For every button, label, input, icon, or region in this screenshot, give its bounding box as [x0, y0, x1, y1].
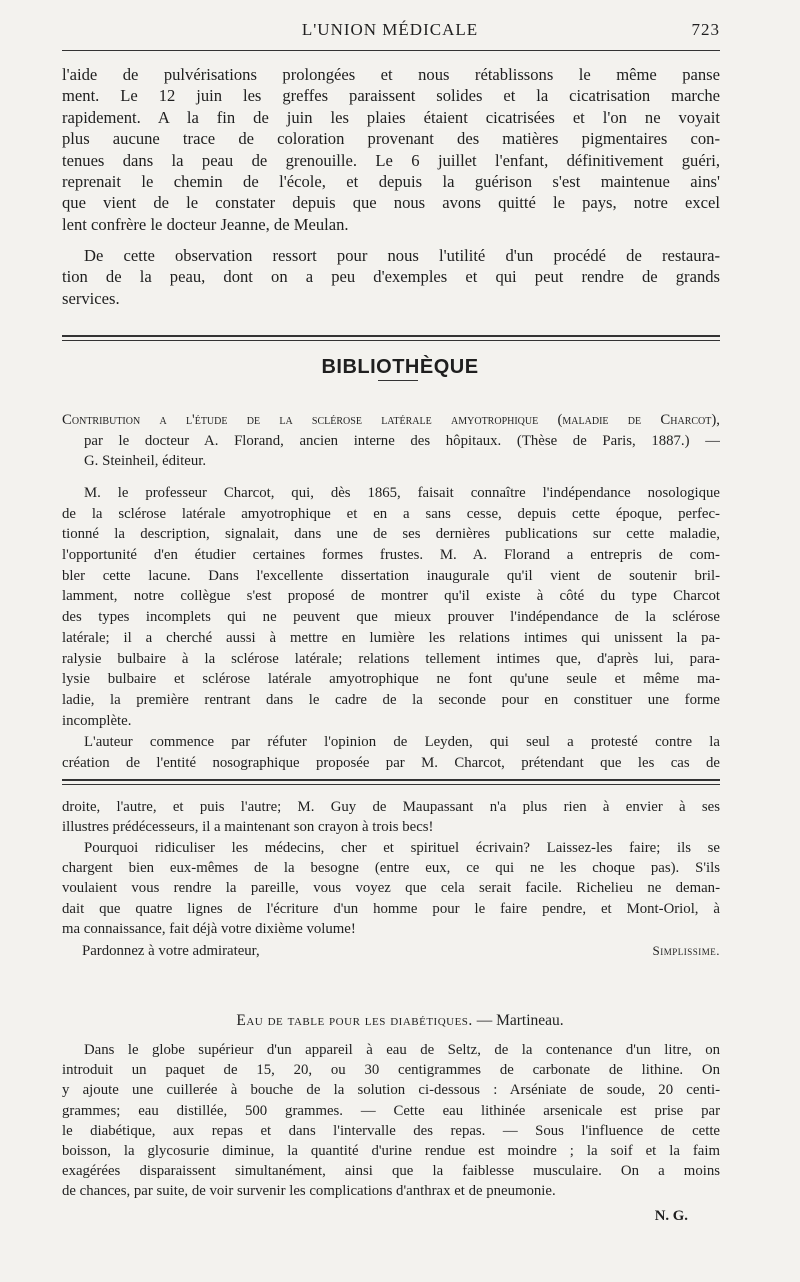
- book-reference: [62, 410, 720, 472]
- reference-line: Contribution a l'étude de la sclérose latérale amyotrophique (maladie de Charcot),: [62, 412, 720, 428]
- text-line: tenues dans la peau de grenouille. Le 6 juillet l'enfant, définitivement guéri,: [62, 150, 720, 170]
- text-line: introduit un paquet de 15, 20, ou 30 centigrammes de carbonate de lithine. On: [62, 1062, 720, 1079]
- text-line: des types incomplets qui ne peuvent que mieux prouver l'indépendance de la sclérose: [62, 609, 720, 626]
- text-line: le diabétique, aux repas et dans l'intervalle des repas. — Sous l'influence de cette: [62, 1122, 720, 1139]
- text-line: services.: [62, 288, 120, 308]
- text-line: tion de la peau, dont on a peu d'exemples et qui peut rendre de grands: [62, 267, 720, 287]
- conclusion-paragraph: [62, 245, 720, 309]
- text-line: l'aide de pulvérisations prolongées et nous rétablissons le même panse: [62, 65, 720, 84]
- letter-paragraph-1: [62, 797, 720, 837]
- article-heading: [0, 1012, 800, 1030]
- text-line: bler cette lacune. Dans l'excellente dissertation inaugurale qu'il vient de soutenir bril-: [62, 567, 720, 584]
- text-line: dait que quatre lignes de l'écriture d'un homme pour le faire pendre, et Mont-Oriol, à: [62, 900, 720, 917]
- review-paragraph-1: [62, 483, 720, 731]
- journal-title: L'UNION MÉDICALE: [301, 20, 479, 39]
- review-paragraph-2: [62, 732, 720, 773]
- text-line: lysie bulbaire et sclérose latérale amyotrophique ne font qu'une seule et même ma-: [62, 671, 720, 688]
- text-line: boisson, la glycosurie diminue, la quantité d'urine rendue est moindre ; la soif et la faim: [62, 1142, 720, 1159]
- text-line: création de l'entité nosographique proposée par M. Charcot, prétendant que les cas de: [62, 754, 720, 771]
- text-line: Pourquoi ridiculiser les médecins, cher et spirituel écrivain? Laissez-les faire; ils se: [84, 840, 720, 856]
- article-heading-title: Eau de table pour les diabétiques.: [236, 1012, 473, 1029]
- text-line: ralysie bulbaire à la sclérose latérale; relations tellement intimes que, d'après lui, para-: [62, 650, 720, 667]
- letter-paragraph-2: [62, 838, 720, 939]
- text-line: rapidement. A la fin de juin les plaies étaient cicatrisées et l'on ne voyait: [62, 107, 720, 127]
- article-heading-author: — Martineau.: [476, 1012, 564, 1029]
- author-initials: N. G.: [654, 1208, 688, 1224]
- header-rule: [62, 50, 720, 51]
- title-underline: [378, 380, 418, 381]
- text-line: exagérées disparaissent simultanément, ainsi que la faiblesse musculaire. On a moins: [62, 1163, 720, 1180]
- signoff-signature: Simplissime.: [652, 943, 720, 958]
- article-body: [62, 1040, 720, 1202]
- text-line: lent confrère le docteur Jeanne, de Meulan.: [62, 214, 349, 234]
- section-rule-bottom: [62, 340, 720, 341]
- text-line: tionné la description, signalait, dans une de ses dernières publications sur cette maladie,: [62, 526, 720, 543]
- text-line: Dans le globe supérieur d'un appareil à eau de Seltz, de la contenance d'un litre, on: [84, 1042, 720, 1058]
- section-title: BIBLIOTHÈQUE: [321, 356, 479, 378]
- text-line: reprenait le chemin de l'école, et depuis la guérison s'est maintenue ains': [62, 171, 720, 191]
- text-line: ma connaissance, fait déjà votre dixième volume!: [62, 920, 356, 937]
- text-line: plus aucune trace de coloration provenant des matières pigmentaires con-: [62, 129, 720, 149]
- text-line: latérale; il a cherché aussi à mettre en lumière les relations intimes qui unissent la pa-: [62, 629, 720, 646]
- text-line: incomplète.: [62, 712, 132, 729]
- text-line: grammes; eau distillée, 500 grammes. — Cette eau lithinée arsenicale est prise par: [62, 1102, 720, 1119]
- reference-line: par le docteur A. Florand, ancien interne des hôpitaux. (Thèse de Paris, 1887.) —: [84, 432, 720, 449]
- text-line: L'auteur commence par réfuter l'opinion de Leyden, qui seul a protesté contre la: [84, 734, 720, 750]
- text-line: que vient de le constater depuis que nous avons quitté le pays, notre excel: [62, 193, 720, 213]
- text-line: droite, l'autre, et puis l'autre; M. Guy de Maupassant n'a plus rien à envier à ses: [62, 799, 720, 815]
- intro-paragraph: [62, 64, 720, 235]
- text-line: y ajoute une cuillerée à bouche de la solution ci-dessous : Arséniate de soude, 20 centi-: [62, 1082, 720, 1099]
- text-line: M. le professeur Charcot, qui, dès 1865, faisait connaître l'indépendance nosologique: [84, 485, 720, 501]
- text-line: lamment, notre collègue s'est proposé de montrer qu'il existe à côté du type Charcot: [62, 588, 720, 605]
- signoff-salutation: Pardonnez à votre admirateur,: [82, 943, 260, 959]
- text-line: illustres prédécesseurs, il a maintenant son crayon à trois becs!: [62, 819, 434, 836]
- text-line: ment. Le 12 juin les greffes paraissent solides et la cicatrisation marche: [62, 86, 720, 106]
- text-line: ladie, la première rentrant dans le cadre de la seconde pour en constituer une forme: [62, 691, 720, 708]
- text-line: De cette observation ressort pour nous l'utilité d'un procédé de restaura-: [84, 246, 720, 265]
- reference-line: G. Steinheil, éditeur.: [84, 453, 207, 470]
- text-line: chargent bien eux-mêmes de la besogne (entre eux, ce qui ne les choque pas). S'ils: [62, 860, 720, 877]
- text-line: de chances, par suite, de voir survenir les complications d'anthrax et de pneumonie.: [62, 1183, 556, 1200]
- page-number: 723: [691, 20, 720, 39]
- text-line: voulaient vous rendre la pareille, vous voyez que cela serait facile. Richelieu ne deman-: [62, 880, 720, 897]
- feuilleton-rule-bottom: [62, 784, 720, 785]
- running-header: [60, 20, 720, 44]
- signoff: [82, 943, 720, 965]
- feuilleton-rule-top: [62, 779, 720, 781]
- text-line: de la sclérose latérale amyotrophique et en a sans cesse, depuis cette époque, perfec-: [62, 505, 720, 522]
- text-line: l'opportunité d'en étudier certaines formes frustes. M. A. Florand a entrepris de com-: [62, 547, 720, 564]
- section-rule-top: [62, 335, 720, 337]
